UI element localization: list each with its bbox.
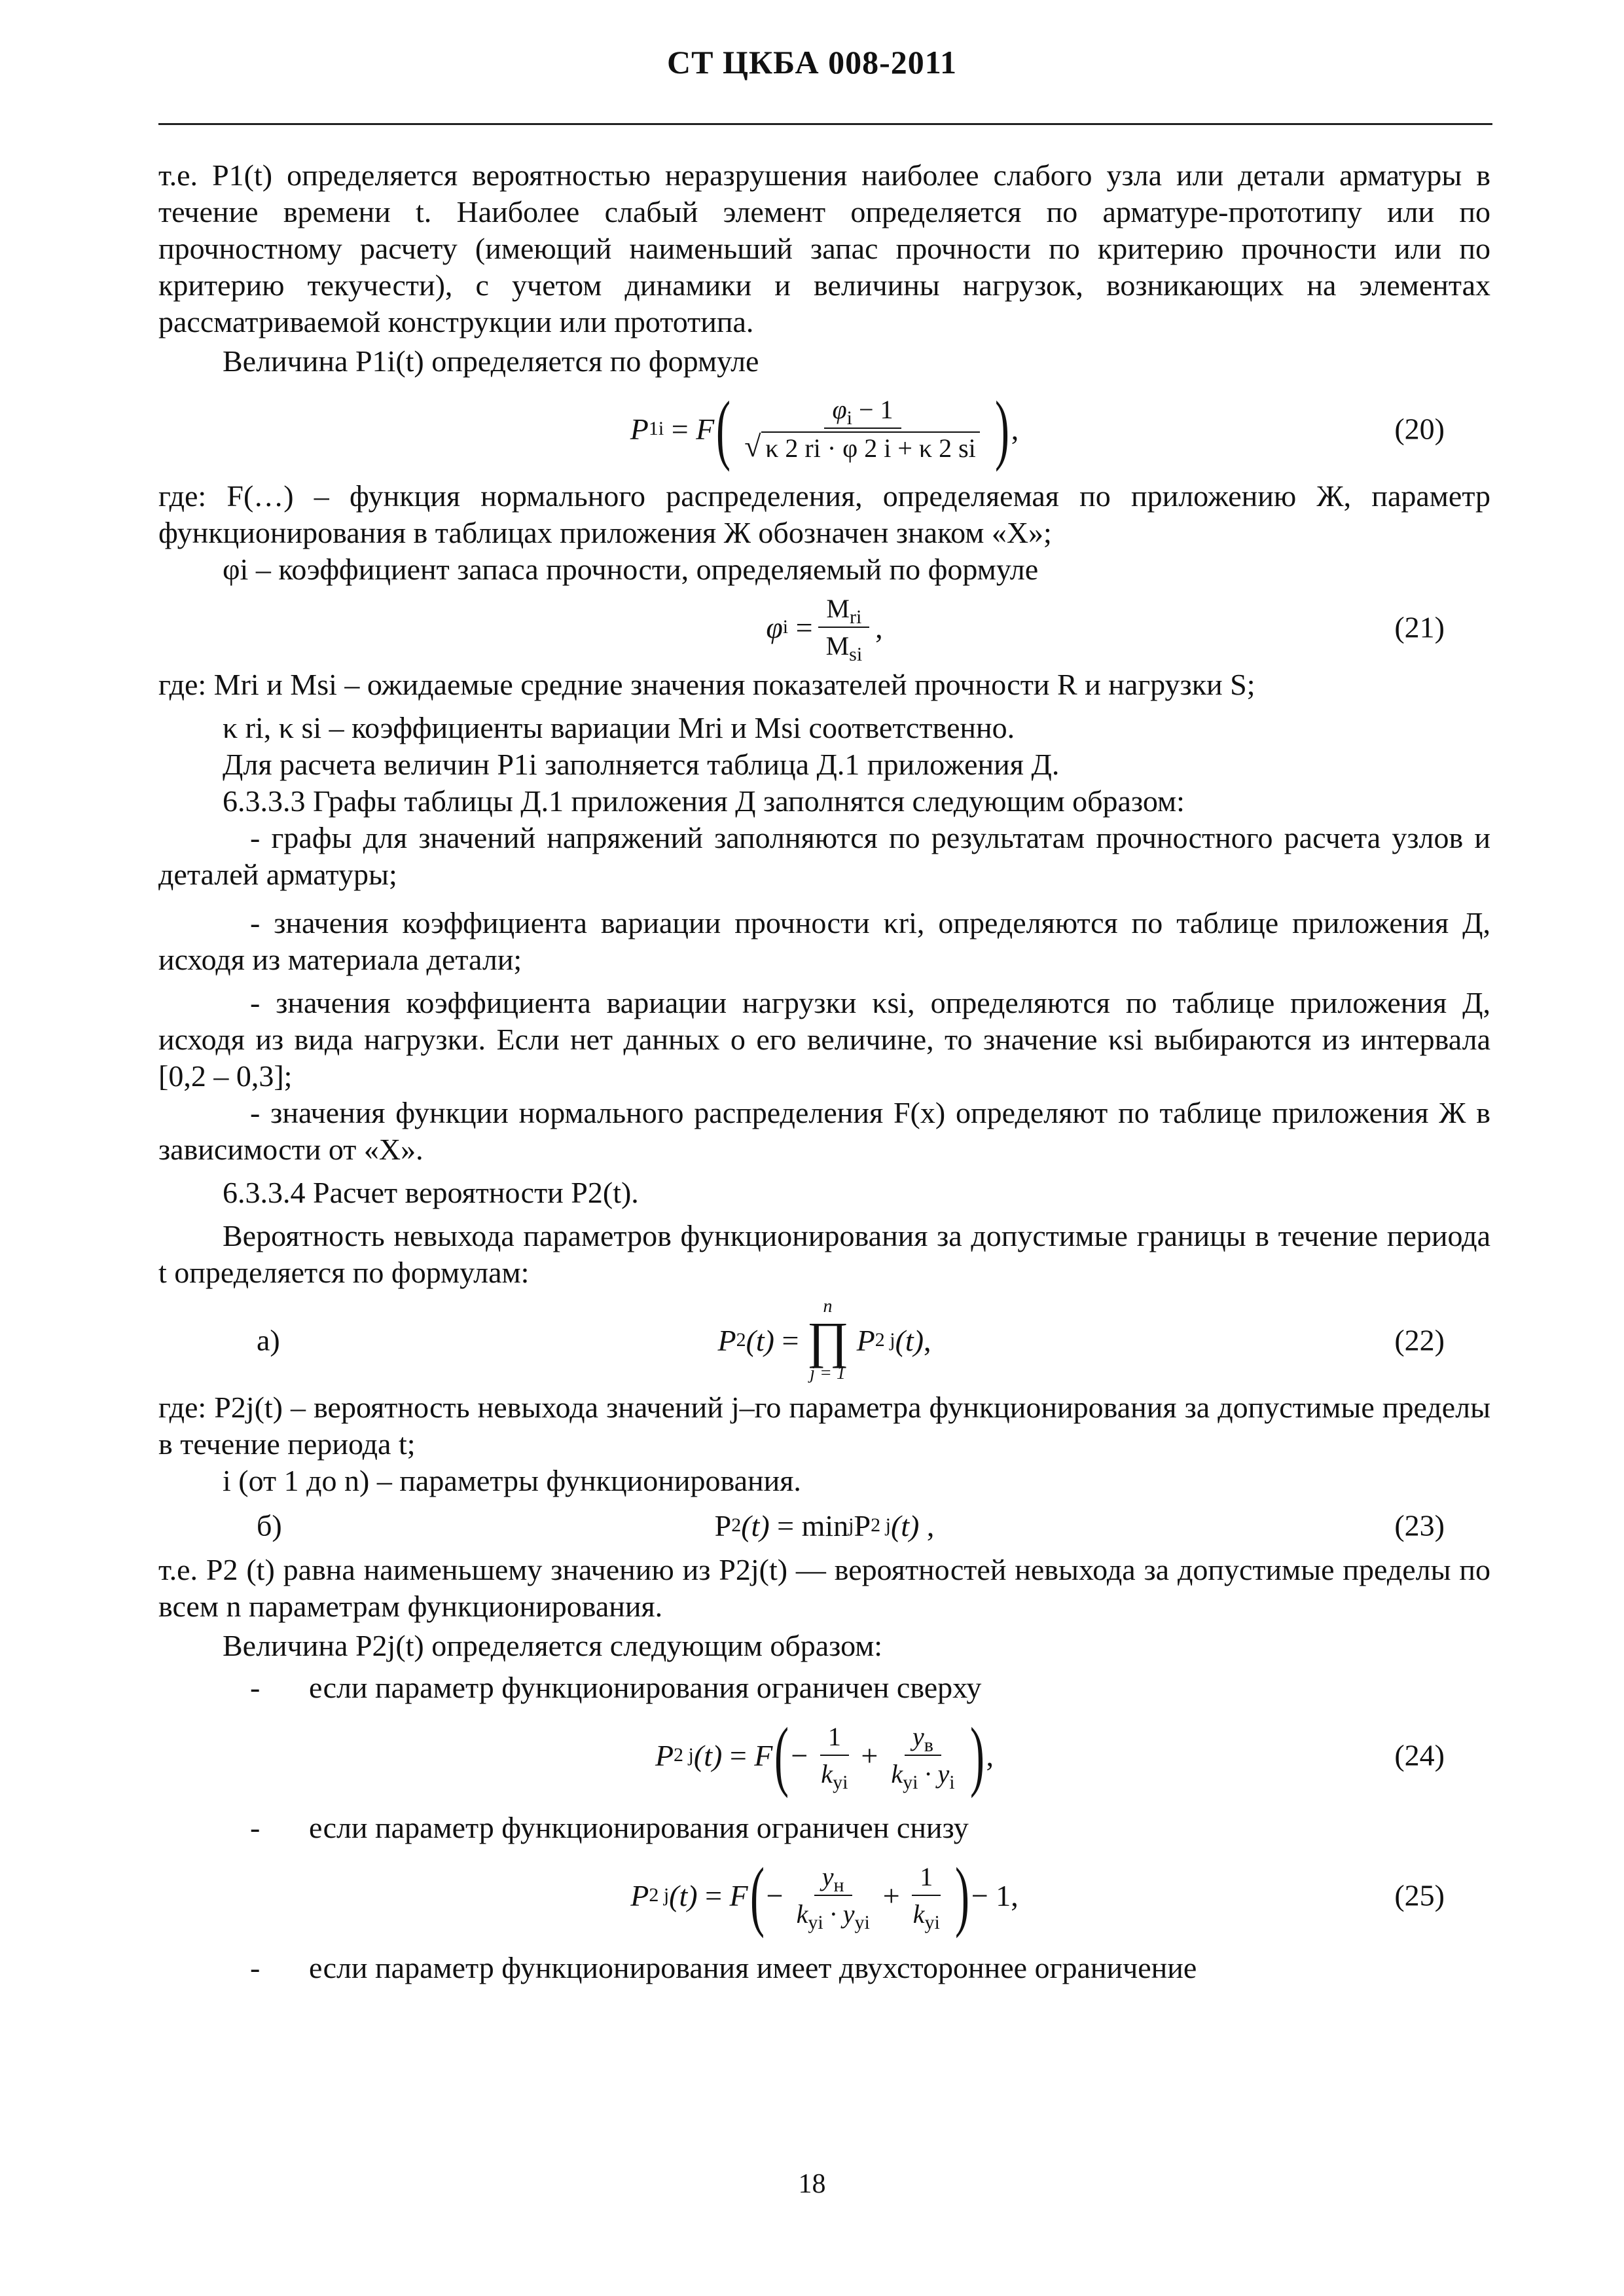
paragraph: т.е. P1(t) определяется вероятностью неразрушения наиболее слабого узла или детали арматуры в течение времени t. Наиболее слабый элемент определяется по арматуре-прототипу или по прочностному расчету (имеющий наименьший запас прочности по критерию прочности или по критерию текучести), с учетом динамики и величины нагрузок, возникающих на элементах рассматриваемой конструкции или прототипа. xyxy=(158,158,1490,338)
formula-25: P 2 j (t) = F ( − $\frac{y_н}{k_{yi} \cdot y_{yi}}$ + $\frac{1}{k_{yi}}$ ) − 1 , (25) xyxy=(630,1851,1445,1939)
formula-number: (21) xyxy=(1394,610,1445,644)
section-heading: 6.3.3.4 Расчет вероятности P2(t). xyxy=(223,1176,639,1209)
list-item: - графы для значений напряжений заполняются по результатам прочностного расчета узлов и деталей арматуры; xyxy=(158,821,1490,891)
bullet-item: - если параметр функционирования имеет двухстороннее ограничение xyxy=(250,1951,1197,1984)
formula-23: б) P 2 (t) = min j P 2 j (t) , (23) xyxy=(257,1508,1445,1542)
list-item: - значения коэффициента вариации нагрузки κsi, определяются по таблице приложения Д, исходя из вида нагрузки. Если нет данных о его величине, то значение κsi выбираются из интервала [0,2 – 0,3]; xyxy=(158,986,1490,1093)
product-operator: n ∏ j = 1 xyxy=(806,1296,849,1384)
bullet-item: - если параметр функционирования ограничен снизу xyxy=(250,1811,969,1844)
formula-label: б) xyxy=(257,1508,282,1542)
paragraph: где: F(…) – функция нормального распределения, определяемая по приложению Ж, параметр функционирования в таблицах приложения Ж обозначен знаком «X»; xyxy=(158,479,1490,549)
formula-number: (20) xyxy=(1394,412,1445,446)
formula-21: φ i = $\frac{M_{ri}}{M_{si}}$ , (21) xyxy=(766,594,1445,665)
sqrt-expression: √ κ 2 ri · φ 2 i + κ 2 si xyxy=(761,431,980,464)
paragraph: Величина P2j(t) определяется следующим образом: xyxy=(223,1629,883,1662)
formula-label: а) xyxy=(257,1323,280,1357)
paragraph: Величина P1i(t) определяется по формуле xyxy=(223,344,759,378)
paragraph: Вероятность невыхода параметров функционирования за допустимые границы в течение периода t определяется по формулам: xyxy=(158,1219,1490,1289)
formula-number: (24) xyxy=(1394,1738,1445,1772)
paragraph: i (от 1 до n) – параметры функционирования. xyxy=(223,1464,801,1497)
document-header-title: СТ ЦКБА 008-2011 xyxy=(666,44,957,81)
header-rule xyxy=(158,123,1492,125)
paragraph: т.е. P2 (t) равна наименьшему значению из P2j(t) — вероятностей невыхода за допустимые пределы по всем n параметрам функционирования. xyxy=(158,1553,1490,1623)
formula-24: P 2 j (t) = F ( − $\frac{1}{k_{yi}}$ + $\frac{y_в}{k_{yi} \cdot y_i}$ ) , (24) xyxy=(655,1711,1445,1798)
page-number: 18 xyxy=(798,2169,826,2199)
document-body xyxy=(158,157,1490,1986)
formula-number: (23) xyxy=(1394,1508,1445,1542)
paragraph: где: P2j(t) – вероятность невыхода значений j–го параметра функционирования за допустимые пределы в течение периода t; xyxy=(158,1391,1490,1461)
formula-number: (25) xyxy=(1394,1878,1445,1912)
paragraph: κ ri, κ si – коэффициенты вариации Mri и Msi соответственно. xyxy=(223,711,1015,744)
formula-number: (22) xyxy=(1394,1323,1445,1357)
paragraph: φi – коэффициент запаса прочности, определяемый по формуле xyxy=(223,553,1039,586)
list-item: - значения функции нормального распределения F(x) определяют по таблице приложения Ж в зависимости от «X». xyxy=(158,1096,1490,1166)
paragraph: Для расчета величин P1i заполняется таблица Д.1 приложения Д. xyxy=(223,748,1060,781)
list-item: - значения коэффициента вариации прочности κri, определяются по таблице приложения Д, исходя из материала детали; xyxy=(158,906,1490,976)
formula-20: P 1i = F ( $\varphi_i - 1$ √ κ 2 ri · φ 2 i + κ 2 si ) , (20) xyxy=(158,380,1490,478)
paragraph: где: Mri и Msi – ожидаемые средние значения показателей прочности R и нагрузки S; xyxy=(158,668,1255,701)
section-heading: 6.3.3.3 Графы таблицы Д.1 приложения Д заполнятся следующим образом: xyxy=(223,784,1185,818)
formula-22: а) P 2 (t) = n ∏ j = 1 P 2 j (t) , (22) xyxy=(257,1296,1445,1384)
bullet-item: - если параметр функционирования ограничен сверху xyxy=(250,1671,982,1704)
